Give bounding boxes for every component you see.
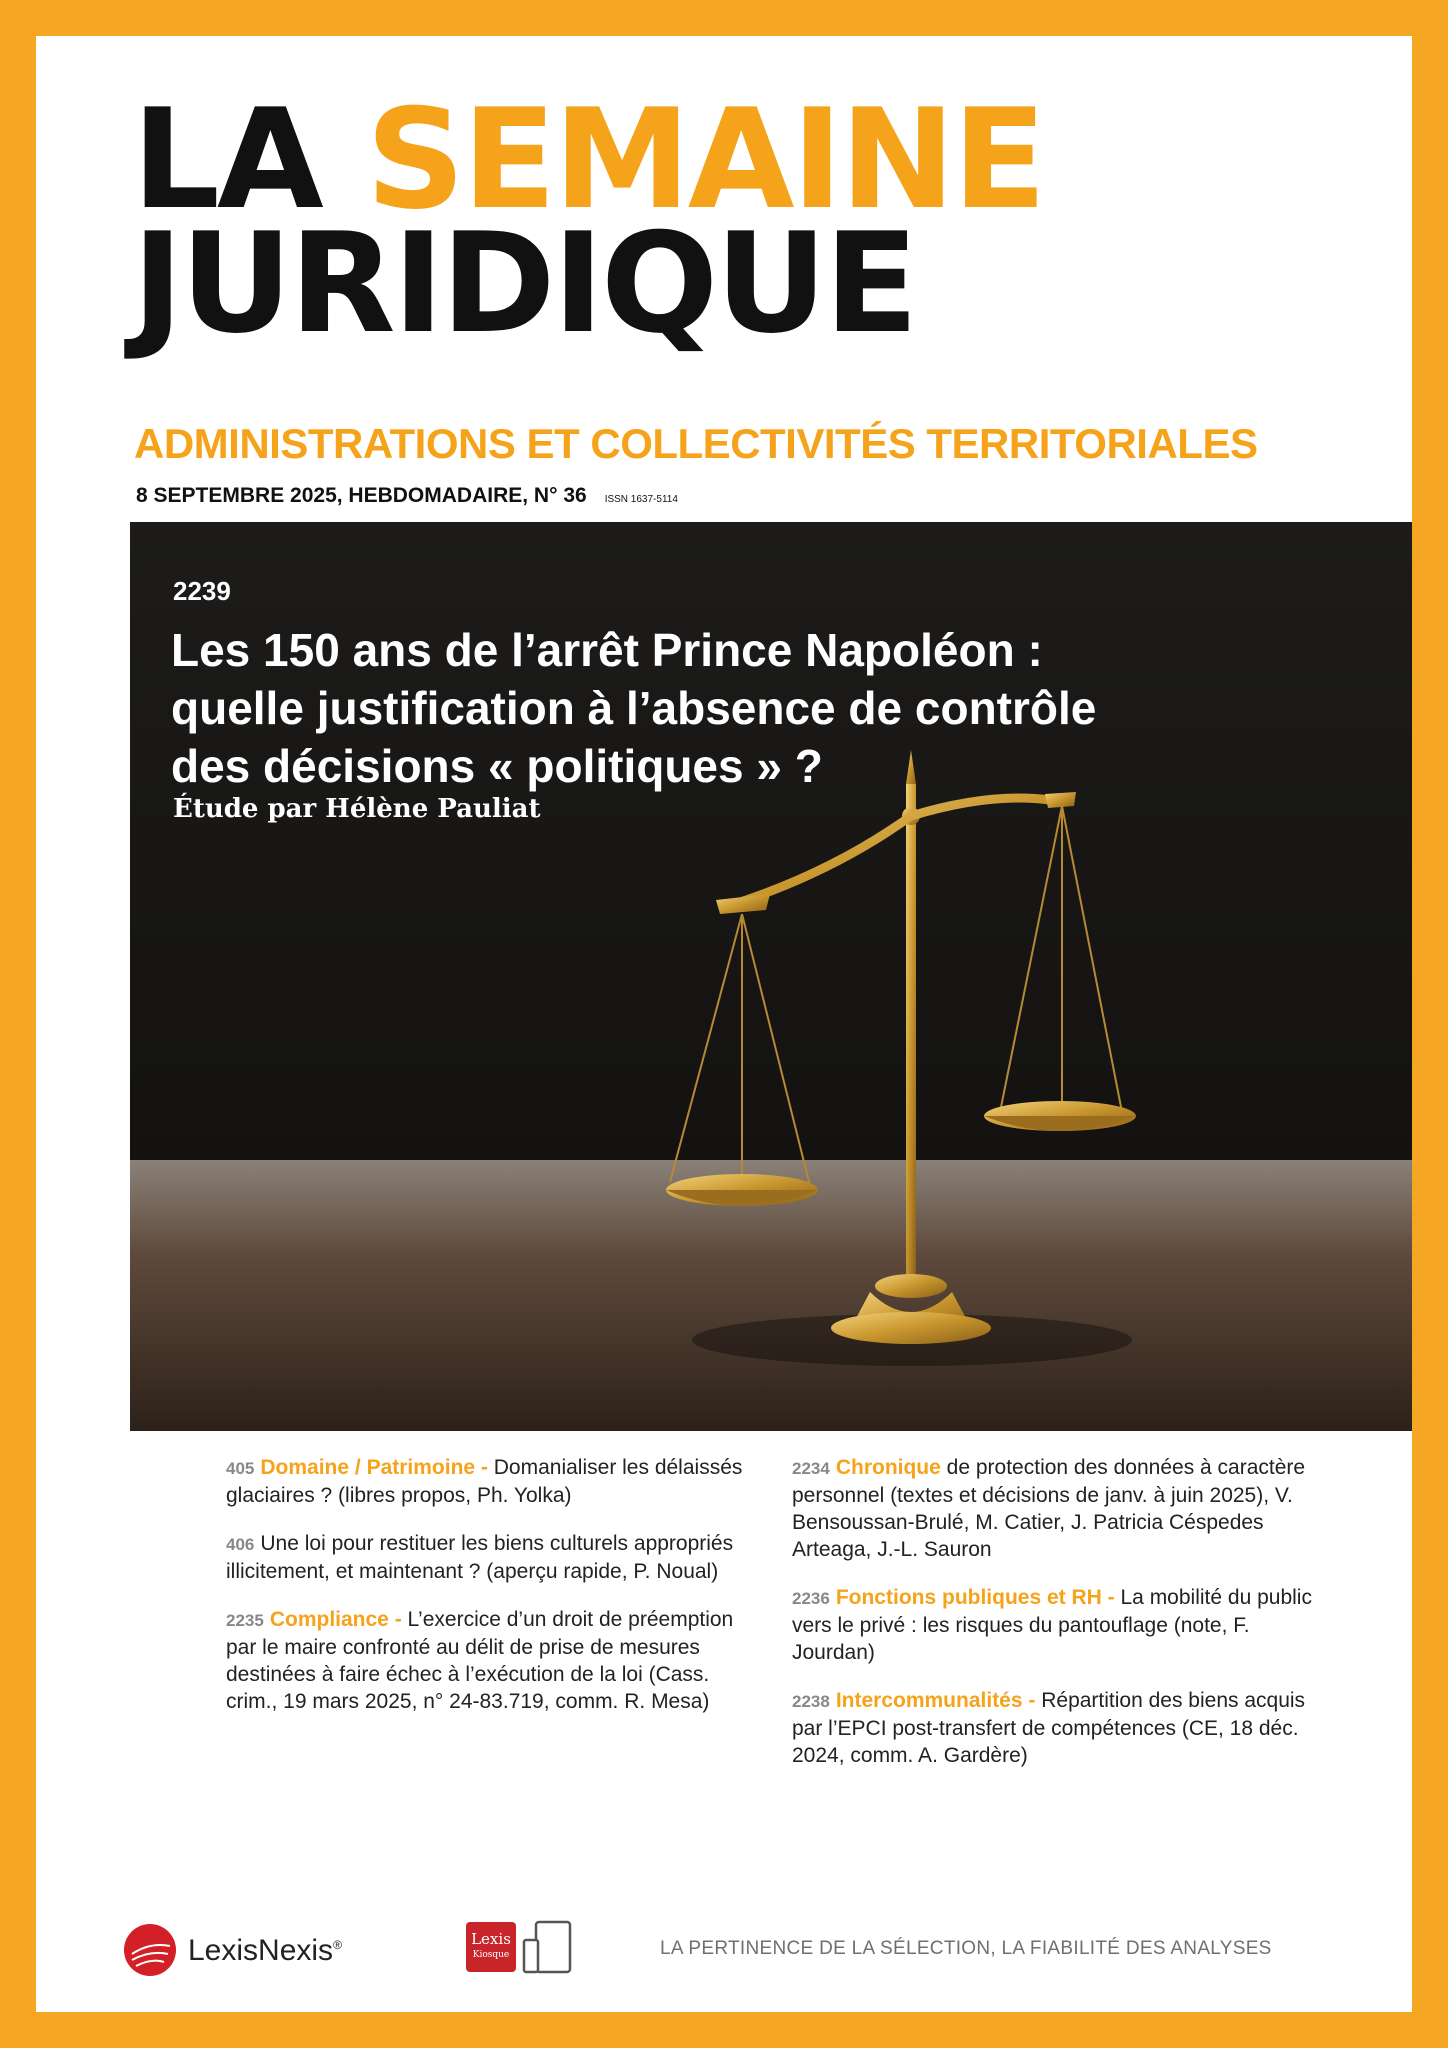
cover-story-number: 2239 xyxy=(173,576,231,606)
lexis-kiosque[interactable] xyxy=(466,1918,576,1978)
tablet-icon xyxy=(522,1920,574,1976)
toc-item-number: 2236 xyxy=(792,1589,830,1608)
edition-subtitle: ADMINISTRATIONS ET COLLECTIVITÉS TERRITORIALES xyxy=(134,420,1258,467)
toc-item-text: Répartition des biens acquis par l’EPCI post-transfert de compétences (CE, 18 déc. 2024, comm. A. Gardère) xyxy=(792,1689,1306,1767)
toc-item-rubric: Compliance - xyxy=(269,1608,402,1631)
toc-item-rubric: Chronique xyxy=(835,1456,941,1479)
toc-right-column xyxy=(792,1454,1312,1790)
toc-item[interactable] xyxy=(226,1454,746,1509)
masthead-semaine: SEMAINE xyxy=(365,79,1044,240)
toc-item-text: Domanialiser les délaissés glaciaires ? (libres propos, Ph. Yolka) xyxy=(226,1456,743,1507)
toc-item-number: 2234 xyxy=(792,1459,830,1478)
kiosque-bottom-label: Kiosque xyxy=(472,1950,510,1960)
toc-item-number: 2235 xyxy=(226,1611,264,1630)
toc-item-number: 406 xyxy=(226,1535,255,1554)
publisher-name-text: LexisNexis xyxy=(188,1934,334,1967)
toc-item-text: La mobilité du public vers le privé : les risques du pantouflage (note, F. Jourdan) xyxy=(792,1586,1312,1664)
issue-date: 8 SEPTEMBRE 2025, HEBDOMADAIRE, N° 36 xyxy=(136,484,587,507)
toc-item[interactable] xyxy=(226,1606,746,1715)
masthead-juridique: JURIDIQUE xyxy=(132,203,916,364)
cover-story-title-line1: Les 150 ans de l’arrêt Prince Napoléon : xyxy=(171,624,1043,676)
cover-story-panel[interactable] xyxy=(130,522,1412,1431)
toc-item-number: 405 xyxy=(226,1459,255,1478)
issue-dateline xyxy=(136,484,678,508)
phone-icon xyxy=(524,1940,538,1972)
toc-item-text: de protection des données à caractère personnel (textes et décisions de janv. à juin 2025), V. Bensoussan-Brulé, M. Catier, J. Patricia Céspedes Arteaga, J.-L. Sauron xyxy=(792,1456,1306,1561)
kiosque-top-label: Lexis xyxy=(471,1930,511,1948)
cover-story-byline: Étude par Hélène Pauliat xyxy=(173,794,541,824)
toc-item-rubric: Intercommunalités - xyxy=(835,1689,1036,1712)
toc-item[interactable] xyxy=(792,1687,1312,1769)
lexis-kiosque-badge-icon xyxy=(466,1922,516,1972)
toc-item-text: Une loi pour restituer les biens culturels appropriés illicitement, et maintenant ? (aperçu rapide, P. Noual) xyxy=(226,1532,734,1583)
publisher-name xyxy=(188,1934,342,1968)
lexisnexis-logo-icon xyxy=(124,1924,176,1976)
toc-item[interactable] xyxy=(792,1584,1312,1666)
cover-story-title-line2: quelle justification à l’absence de contrôle xyxy=(171,682,1097,734)
issn: ISSN 1637-5114 xyxy=(604,494,678,505)
lexisnexis-logo[interactable] xyxy=(124,1922,384,1978)
masthead-la: LA xyxy=(132,79,321,240)
toc-item-rubric: Fonctions publiques et RH - xyxy=(835,1586,1115,1609)
cover-story-title[interactable] xyxy=(171,621,1371,795)
tagline: LA PERTINENCE DE LA SÉLECTION, LA FIABILITÉ DES ANALYSES xyxy=(660,1938,1272,1959)
masthead-title xyxy=(132,79,1044,364)
toc-item[interactable] xyxy=(792,1454,1312,1563)
toc-item-number: 2238 xyxy=(792,1692,830,1711)
cover-page xyxy=(36,36,1412,2012)
toc-item[interactable] xyxy=(226,1530,746,1585)
toc-left-column xyxy=(226,1454,746,1736)
cover-story-title-line3: des décisions « politiques » ? xyxy=(171,740,823,792)
toc-item-text: L’exercice d’un droit de préemption par le maire confronté au délit de prise de mesures destinées à faire échec à l’exécution de la loi (Cass. crim., 19 mars 2025, n° 24-83.719, comm. R. Mesa) xyxy=(226,1608,734,1713)
registered-mark: ® xyxy=(333,1938,342,1952)
toc-item-rubric: Domaine / Patrimoine - xyxy=(260,1456,488,1479)
